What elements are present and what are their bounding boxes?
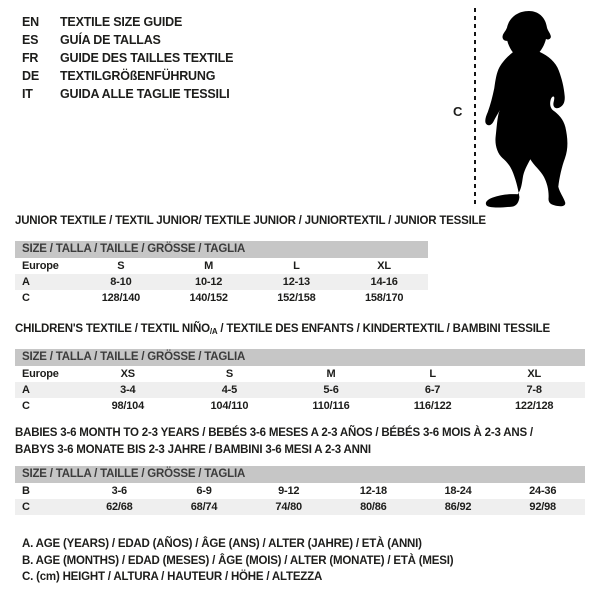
height-cell: 152/158 bbox=[277, 292, 316, 304]
baby-silhouette-icon bbox=[482, 9, 574, 209]
table-row-height bbox=[15, 499, 585, 515]
table-row-europe bbox=[15, 366, 585, 382]
language-title: GUIDE DES TAILLES TEXTILE bbox=[60, 51, 234, 65]
section-title-text: / TEXTILE DES ENFANTS / KINDERTEXTIL / BAMBINI TESSILE bbox=[217, 323, 550, 335]
language-title: GUÍA DE TALLAS bbox=[60, 33, 161, 47]
height-measure-label: C bbox=[453, 104, 463, 119]
language-code: ES bbox=[22, 33, 39, 47]
row-label: Europe bbox=[22, 368, 59, 380]
height-cell: 140/152 bbox=[189, 292, 228, 304]
height-cell: 110/116 bbox=[312, 400, 350, 412]
height-cell: 104/110 bbox=[210, 400, 249, 412]
table-body bbox=[15, 366, 585, 414]
size-cell: M bbox=[326, 368, 336, 380]
section-title-line2: BABYS 3-6 MONATE BIS 2-3 JAHRE / BAMBINI 3-6 MESI A 2-3 ANNI bbox=[15, 444, 371, 456]
age-cell: 10-12 bbox=[195, 276, 223, 288]
language-code: FR bbox=[22, 51, 39, 65]
height-cell: 62/68 bbox=[106, 501, 133, 513]
height-cell: 86/92 bbox=[444, 501, 472, 513]
section-title-children bbox=[15, 323, 550, 336]
height-cell: 158/170 bbox=[364, 292, 404, 304]
legend-line-a: A. AGE (YEARS) / EDAD (AÑOS) / ÂGE (ANS) / ALTER (JAHRE) / ETÀ (ANNI) bbox=[22, 538, 422, 550]
height-dashed-line bbox=[474, 8, 476, 207]
height-cell: 116/122 bbox=[413, 400, 452, 412]
language-code: DE bbox=[22, 69, 39, 83]
language-title: TEXTILGRÖßENFÜHRUNG bbox=[60, 69, 216, 83]
age-cell: 3-4 bbox=[120, 384, 136, 396]
size-header-bar: SIZE / TALLA / TAILLE / GRÖSSE / TAGLIA bbox=[15, 466, 585, 483]
size-cell: L bbox=[293, 260, 300, 272]
row-label: A bbox=[22, 276, 30, 288]
junior-size-table bbox=[15, 241, 428, 306]
language-title: TEXTILE SIZE GUIDE bbox=[60, 15, 183, 29]
size-cell: S bbox=[117, 260, 125, 272]
section-title-junior: JUNIOR TEXTILE / TEXTIL JUNIOR/ TEXTILE JUNIOR / JUNIORTEXTIL / JUNIOR TESSILE bbox=[15, 215, 486, 227]
table-row-height bbox=[15, 398, 585, 414]
age-cell: 6-7 bbox=[424, 384, 441, 396]
table-row-age bbox=[15, 274, 428, 290]
row-label: B bbox=[22, 485, 30, 497]
months-cell: 6-9 bbox=[196, 485, 212, 497]
row-label: C bbox=[22, 501, 30, 513]
height-cell: 98/104 bbox=[111, 400, 145, 412]
language-row-it bbox=[22, 85, 233, 103]
size-cell: M bbox=[204, 260, 214, 272]
months-cell: 3-6 bbox=[111, 485, 127, 497]
language-code: IT bbox=[22, 87, 33, 101]
size-header-bar: SIZE / TALLA / TAILLE / GRÖSSE / TAGLIA bbox=[15, 349, 585, 366]
section-title-line1: BABIES 3-6 MONTH TO 2-3 YEARS / BEBÉS 3-6 MESES A 2-3 AÑOS / BÉBÉS 3-6 MOIS À 2-3 ANS / bbox=[15, 427, 533, 439]
months-cell: 18-24 bbox=[444, 485, 472, 497]
language-row-fr bbox=[22, 49, 233, 67]
language-row-en bbox=[22, 13, 233, 31]
size-cell: XL bbox=[527, 368, 541, 380]
language-code: EN bbox=[22, 15, 39, 29]
size-cell: XS bbox=[120, 368, 135, 380]
table-row-age bbox=[15, 382, 585, 398]
row-label: Europe bbox=[22, 260, 59, 272]
legend bbox=[22, 536, 453, 586]
section-title-babies bbox=[15, 425, 533, 459]
table-row-months bbox=[15, 483, 585, 499]
row-label: A bbox=[22, 384, 30, 396]
months-cell: 9-12 bbox=[278, 485, 300, 497]
height-cell: 128/140 bbox=[101, 292, 141, 304]
months-cell: 12-18 bbox=[359, 485, 387, 497]
legend-line-b: B. AGE (MONTHS) / EDAD (MESES) / ÂGE (MOIS) / ALTER (MONATE) / ETÀ (MESI) bbox=[22, 554, 454, 567]
height-cell: 92/98 bbox=[529, 501, 556, 513]
age-cell: 12-13 bbox=[282, 276, 310, 288]
age-cell: 8-10 bbox=[110, 276, 132, 288]
height-cell: 122/128 bbox=[514, 400, 554, 412]
size-cell: L bbox=[429, 368, 436, 380]
language-header bbox=[22, 13, 233, 103]
months-cell: 24-36 bbox=[529, 485, 557, 497]
language-row-de bbox=[22, 67, 233, 85]
legend-line-c: C. (cm) HEIGHT / ALTURA / HAUTEUR / HÖHE / ALTEZZA bbox=[22, 571, 323, 583]
table-body bbox=[15, 483, 585, 515]
age-cell: 14-16 bbox=[370, 276, 398, 288]
size-header-bar: SIZE / TALLA / TAILLE / GRÖSSE / TAGLIA bbox=[15, 241, 428, 258]
row-label: C bbox=[22, 292, 30, 304]
row-label: C bbox=[22, 400, 30, 412]
table-body bbox=[15, 258, 428, 306]
language-row-es bbox=[22, 31, 233, 49]
age-cell: 5-6 bbox=[323, 384, 339, 396]
section-title-text: CHILDREN'S TEXTILE / TEXTIL NIÑO bbox=[15, 323, 210, 335]
section-title-subscript: /A bbox=[209, 327, 218, 336]
age-cell: 4-5 bbox=[221, 384, 238, 396]
language-title: GUIDA ALLE TAGLIE TESSILI bbox=[60, 87, 230, 101]
size-cell: XL bbox=[377, 260, 391, 272]
height-cell: 80/86 bbox=[360, 501, 387, 513]
children-size-table bbox=[15, 349, 585, 414]
height-cell: 68/74 bbox=[190, 501, 218, 513]
table-row-europe bbox=[15, 258, 428, 274]
table-row-height bbox=[15, 290, 428, 306]
height-cell: 74/80 bbox=[275, 501, 302, 513]
age-cell: 7-8 bbox=[526, 384, 542, 396]
babies-size-table bbox=[15, 466, 585, 515]
size-cell: S bbox=[225, 368, 233, 380]
